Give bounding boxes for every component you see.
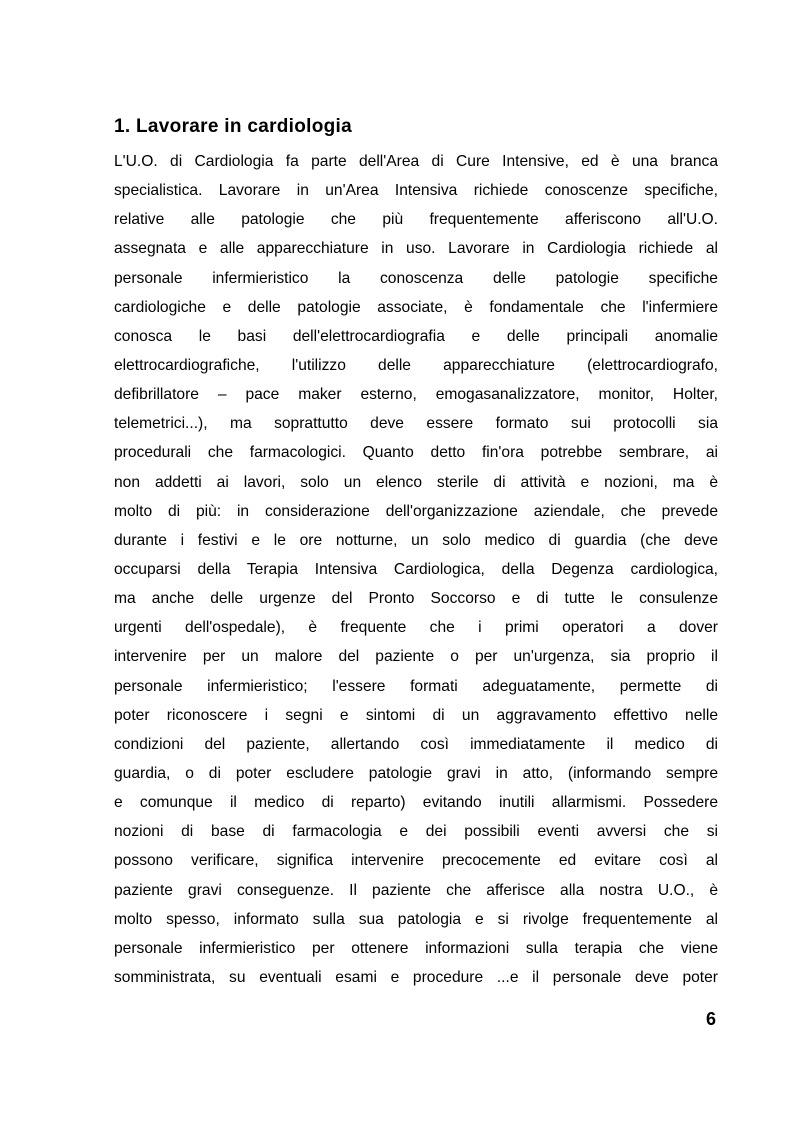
text-line: poter riconoscere i segni e sintomi di un aggravamento effettivo nelle (114, 706, 718, 724)
body-paragraph (114, 147, 718, 992)
section-title: 1. Lavorare in cardiologia (114, 116, 352, 137)
text-line: non addetti ai lavori, solo un elenco sterile di attività e nozioni, ma è (114, 473, 718, 491)
text-line: relative alle patologie che più frequentemente afferiscono all'U.O. (114, 211, 718, 229)
text-line: nozioni di base di farmacologia e dei possibili eventi avversi che si (114, 823, 718, 841)
text-line: personale infermieristico per ottenere informazioni sulla terapia che viene (114, 939, 718, 957)
text-line: elettrocardiografiche, l'utilizzo delle apparecchiature (elettrocardiografo, (114, 356, 718, 374)
text-line: urgenti dell'ospedale), è frequente che i primi operatori a dover (114, 619, 718, 637)
text-line: cardiologiche e delle patologie associate, è fondamentale che l'infermiere (114, 298, 718, 316)
text-line: telemetrici...), ma soprattutto deve essere formato sui protocolli sia (114, 415, 718, 433)
text-line: molto spesso, informato sulla sua patologia e si rivolge frequentemente al (114, 910, 718, 928)
text-line: ma anche delle urgenze del Pronto Soccorso e di tutte le consulenze (114, 590, 718, 608)
text-line: occuparsi della Terapia Intensiva Cardiologica, della Degenza cardiologica, (114, 560, 718, 578)
text-line: possono verificare, significa intervenire precocemente ed evitare così al (114, 852, 718, 870)
text-line: durante i festivi e le ore notturne, un solo medico di guardia (che deve (114, 531, 718, 549)
text-line: intervenire per un malore del paziente o per un'urgenza, sia proprio il (114, 648, 718, 666)
text-line: L'U.O. di Cardiologia fa parte dell'Area di Cure Intensive, ed è una branca (114, 153, 718, 170)
text-line: conosca le basi dell'elettrocardiografia e delle principali anomalie (114, 327, 718, 345)
text-line: molto di più: in considerazione dell'organizzazione aziendale, che prevede (114, 502, 718, 520)
text-line: specialistica. Lavorare in un'Area Intensiva richiede conoscenze specifiche, (114, 182, 718, 200)
text-line: paziente gravi conseguenze. Il paziente che afferisce alla nostra U.O., è (114, 881, 718, 899)
text-line: e comunque il medico di reparto) evitando inutili allarmismi. Possedere (114, 794, 718, 812)
text-line: condizioni del paziente, allertando così immediatamente il medico di (114, 735, 718, 753)
text-line: guardia, o di poter escludere patologie gravi in atto, (informando sempre (114, 764, 718, 782)
text-line: personale infermieristico; l'essere formati adeguatamente, permette di (114, 677, 718, 695)
text-line: personale infermieristico la conoscenza delle patologie specifiche (114, 269, 718, 287)
text-line: procedurali che farmacologici. Quanto detto fin'ora potrebbe sembrare, ai (114, 444, 718, 462)
text-line: defibrillatore – pace maker esterno, emogasanalizzatore, monitor, Holter, (114, 386, 718, 404)
text-line: somministrata, su eventuali esami e procedure ...e il personale deve poter (114, 968, 718, 986)
text-line: assegnata e alle apparecchiature in uso. Lavorare in Cardiologia richiede al (114, 240, 718, 258)
page-number: 6 (705, 1009, 716, 1029)
